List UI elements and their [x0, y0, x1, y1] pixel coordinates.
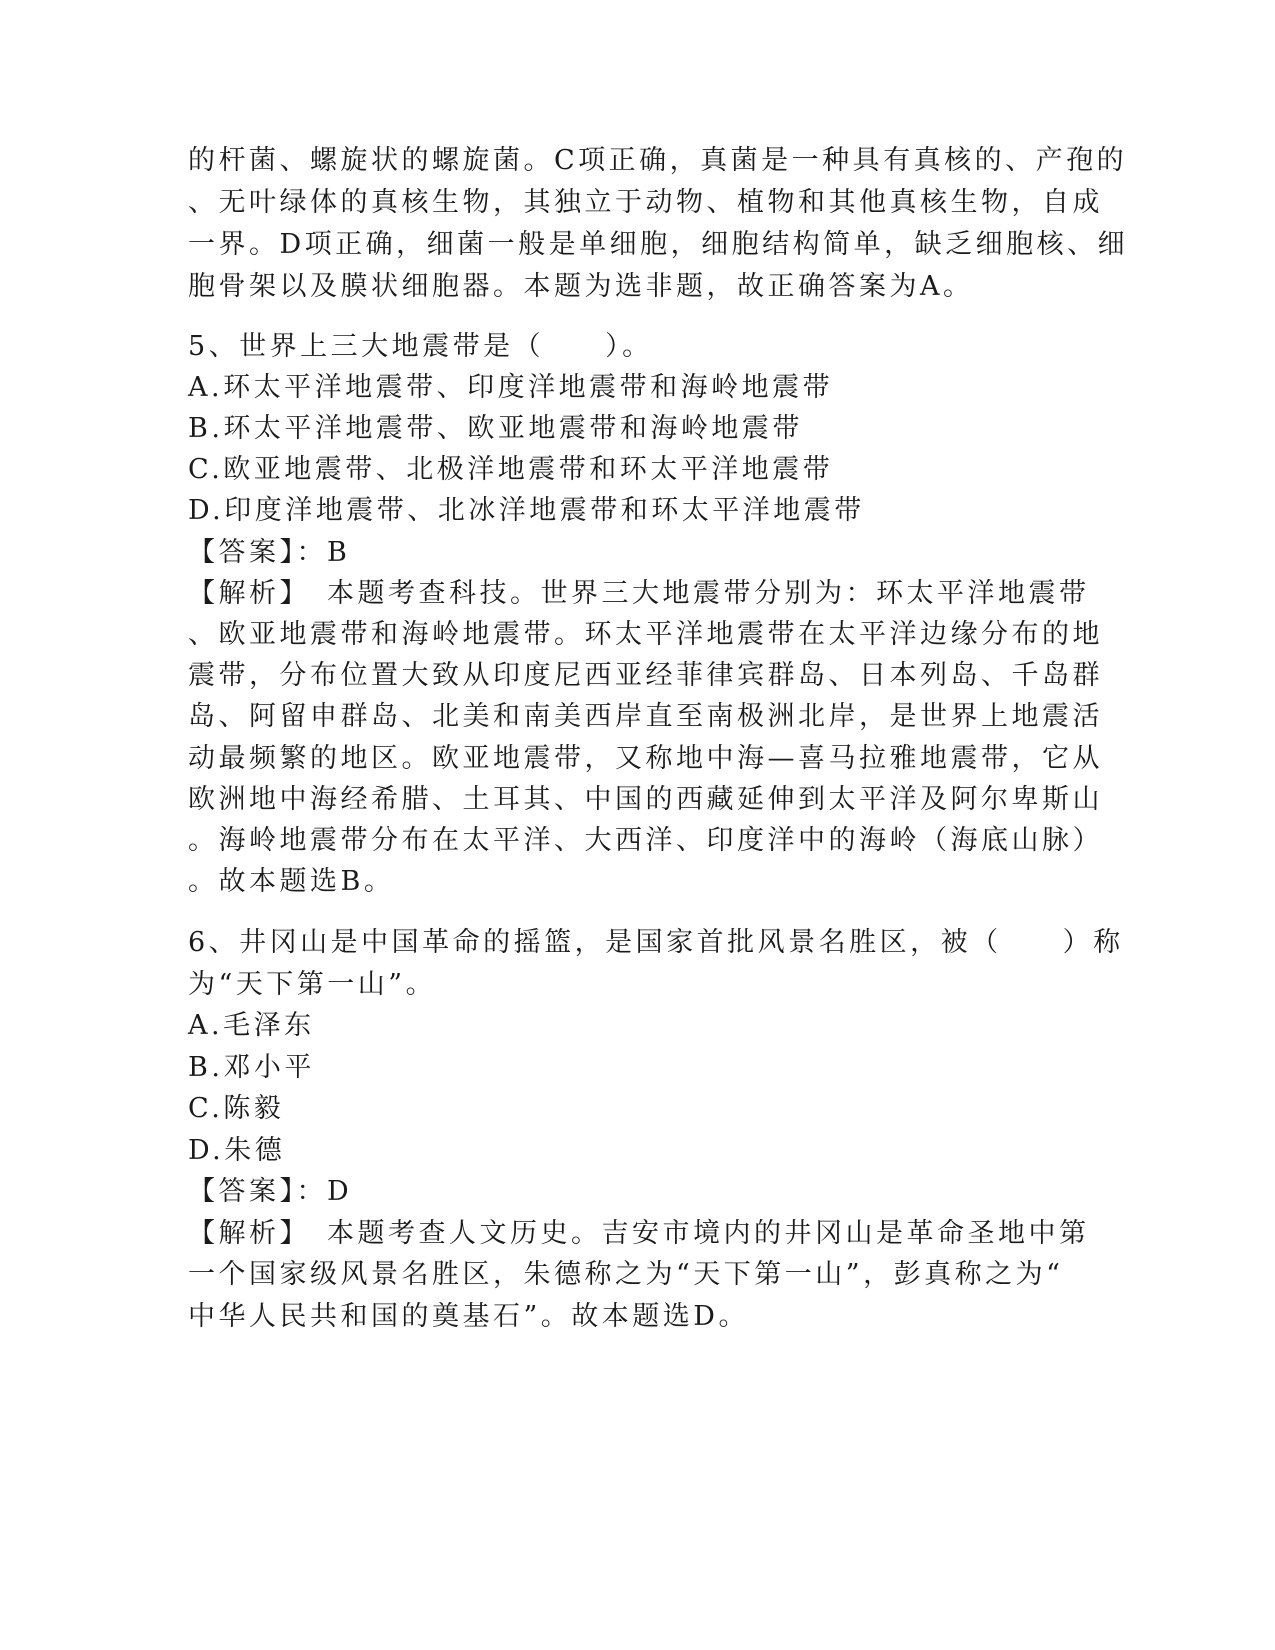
- q5-option-c: C.欧亚地震带、北极洋地震带和环太平洋地震带: [188, 454, 834, 485]
- q6-option-a: A.毛泽东: [188, 1010, 315, 1041]
- q5-analysis-line: 【解析】 本题考查科技。世界三大地震带分别为：环太平洋地震带: [188, 578, 1090, 609]
- q5-analysis-line: 。海岭地震带分布在太平洋、大西洋、印度洋中的海岭（海底山脉）: [188, 825, 1103, 856]
- q5-answer: 【答案】：B: [188, 537, 351, 568]
- q6-analysis-line: 中华人民共和国的奠基石”。故本题选D。: [188, 1301, 749, 1332]
- q5-analysis-line: 。故本题选B。: [188, 866, 395, 897]
- q5-analysis-line: 震带，分布位置大致从印度尼西亚经菲律宾群岛、日本列岛、千岛群: [188, 660, 1103, 691]
- q5-option-d: D.印度洋地震带、北冰洋地震带和环太平洋地震带: [188, 495, 865, 526]
- q5-question: 5、世界上三大地震带是（ ）。: [188, 331, 653, 362]
- q6-option-b: B.邓小平: [188, 1052, 315, 1083]
- q6-option-d: D.朱德: [188, 1135, 286, 1166]
- q5-analysis-line: 、欧亚地震带和海岭地震带。环太平洋地震带在太平洋边缘分布的地: [188, 619, 1103, 650]
- q5-analysis-line: 欧洲地中海经希腊、土耳其、中国的西藏延伸到太平洋及阿尔卑斯山: [188, 784, 1103, 815]
- q5-analysis-line: 动最频繁的地区。欧亚地震带，又称地中海—喜马拉雅地震带，它从: [188, 743, 1103, 774]
- q4-explanation-line: 一界。D项正确，细菌一般是单细胞，细胞结构简单，缺乏细胞核、细: [188, 229, 1129, 260]
- q4-explanation-line: 胞骨架以及膜状细胞器。本题为选非题，故正确答案为A。: [188, 271, 974, 302]
- q6-analysis-line: 一个国家级风景名胜区，朱德称之为“天下第一山”，彭真称之为“: [188, 1259, 1064, 1290]
- q6-option-c: C.陈毅: [188, 1093, 285, 1124]
- q5-option-a: A.环太平洋地震带、印度洋地震带和海岭地震带: [188, 372, 834, 403]
- q5-analysis-line: 岛、阿留申群岛、北美和南美西岸直至南极洲北岸，是世界上地震活: [188, 701, 1103, 732]
- q4-explanation-line: 、无叶绿体的真核生物，其独立于动物、植物和其他真核生物，自成: [188, 187, 1103, 218]
- q6-answer: 【答案】：D: [188, 1176, 353, 1207]
- q4-explanation-line: 的杆菌、螺旋状的螺旋菌。C项正确，真菌是一种具有真核的、产孢的: [188, 145, 1128, 176]
- q5-option-b: B.环太平洋地震带、欧亚地震带和海岭地震带: [188, 413, 803, 444]
- q6-question-line: 为“天下第一山”。: [188, 969, 437, 1000]
- q6-question-line: 6、井冈山是中国革命的摇篮，是国家首批风景名胜区，被（ ）称: [188, 927, 1124, 958]
- q6-analysis-line: 【解析】 本题考查人文历史。吉安市境内的井冈山是革命圣地中第: [188, 1218, 1090, 1249]
